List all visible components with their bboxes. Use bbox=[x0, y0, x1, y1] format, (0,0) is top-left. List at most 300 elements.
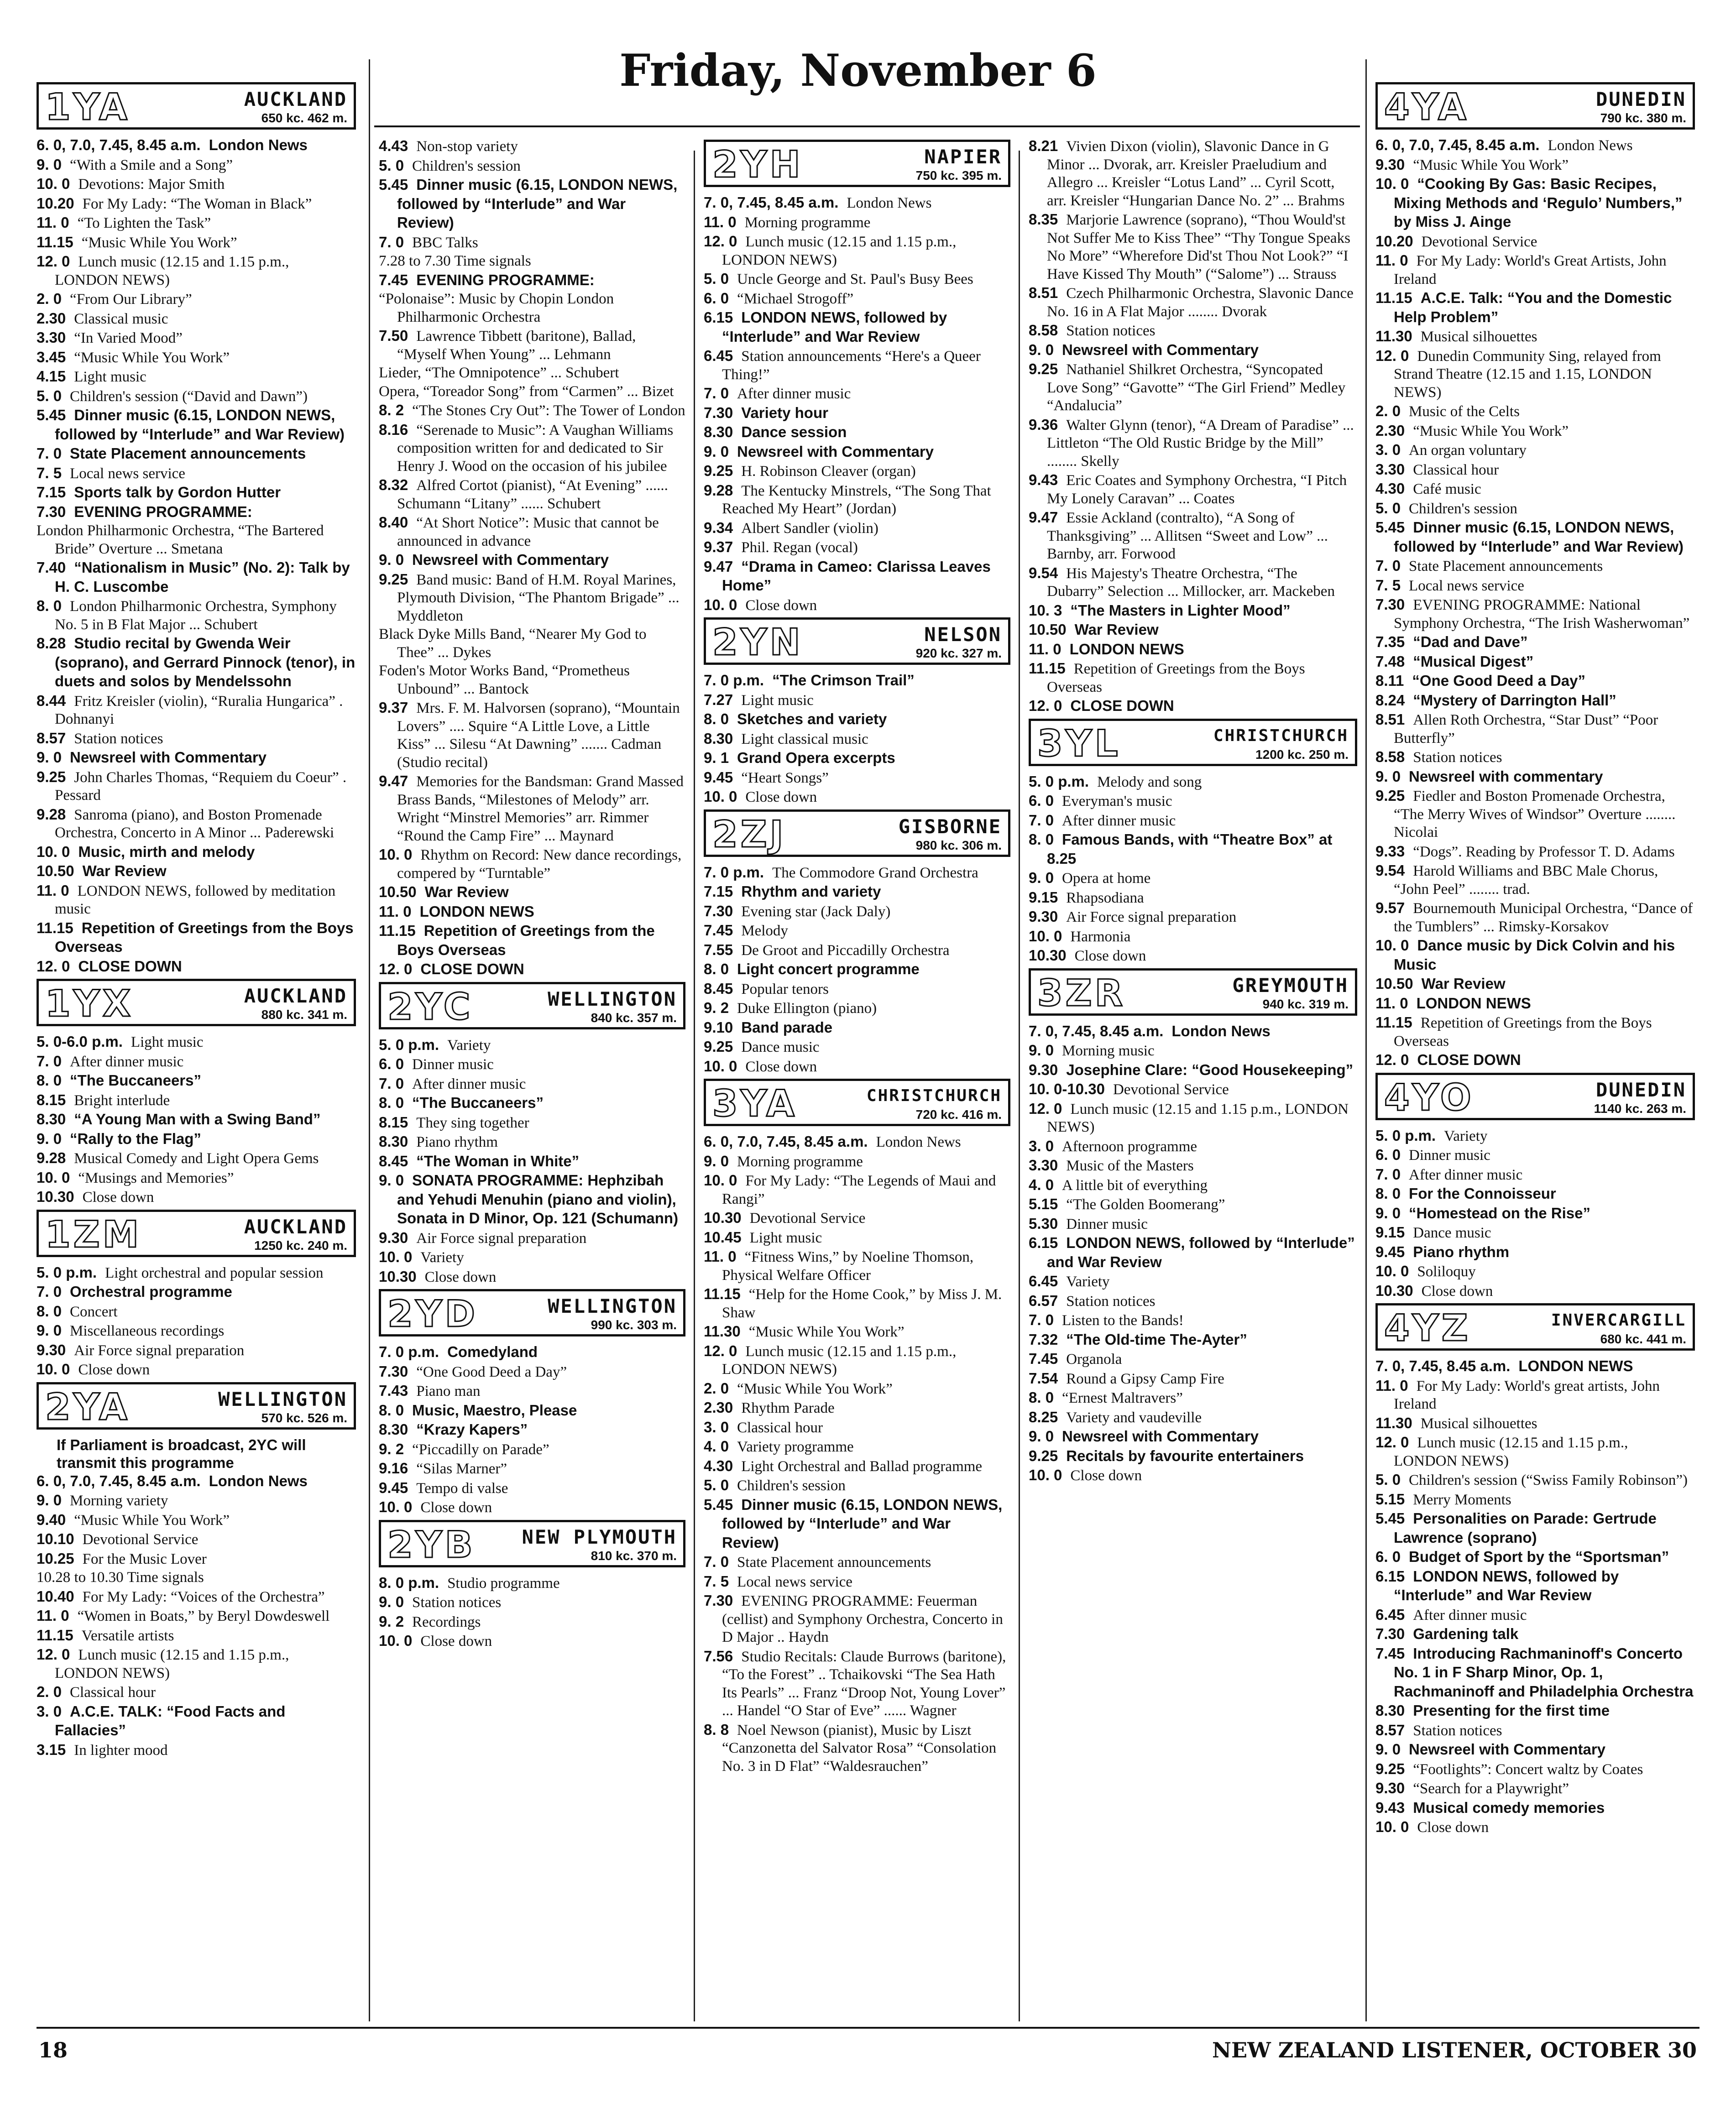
programme-time: 9.34 bbox=[704, 519, 733, 536]
programme-title: Personalities on Parade: Gertrude Lawrence (soprano) bbox=[1394, 1510, 1657, 1546]
programme-time: 8. 0 bbox=[1375, 1185, 1401, 1202]
programme-time: 8.51 bbox=[1029, 284, 1058, 301]
programme-entry bbox=[1029, 1369, 1357, 1389]
programme-title: Sanroma (piano), and Boston Promenade Orchestra, Concerto in A Minor ... Paderewski bbox=[55, 806, 335, 841]
station-header-2yd bbox=[379, 1289, 685, 1336]
programme-time: 9. 0 bbox=[37, 1322, 62, 1339]
programme-title: Organola bbox=[1066, 1351, 1122, 1368]
programme-title: War Review bbox=[424, 883, 509, 900]
programme-entry bbox=[37, 1550, 356, 1569]
programme-time: 9. 2 bbox=[704, 999, 729, 1016]
programme-time: 9.37 bbox=[704, 538, 733, 555]
programme-entry bbox=[1375, 1377, 1695, 1414]
programme-time: 4. 0 bbox=[1029, 1176, 1054, 1193]
programme-time: 2.30 bbox=[704, 1399, 733, 1416]
programme-title: “Help for the Home Cook,” by Miss J. M. Shaw bbox=[722, 1286, 1002, 1321]
programme-entry bbox=[37, 1626, 356, 1645]
programme-entry bbox=[37, 1702, 356, 1740]
programme-title: Opera, “Toreador Song” from “Carmen” ... Bizet bbox=[379, 383, 674, 400]
station-header-3yl bbox=[1029, 719, 1357, 766]
programme-title: “Homestead on the Rise” bbox=[1409, 1204, 1590, 1222]
station-call-sign: 3YA bbox=[712, 1082, 797, 1125]
programme-time: 11. 0 bbox=[1375, 1377, 1408, 1394]
station-frequency: 1250 kc. 240 m. bbox=[254, 1238, 347, 1253]
programme-entry bbox=[1029, 1272, 1357, 1291]
programme-title: Listen to the Bands! bbox=[1062, 1312, 1184, 1329]
programme-title: Dinner music (6.15, LONDON NEWS, followed by “Interlude” and War Review) bbox=[55, 407, 345, 443]
programme-title: Close down bbox=[1417, 1819, 1489, 1836]
programme-entry bbox=[379, 1133, 685, 1152]
programme-title: CLOSE DOWN bbox=[78, 957, 182, 975]
programme-entry bbox=[704, 960, 1010, 979]
programme-time: 8. 0 bbox=[704, 961, 729, 977]
programme-title: Marjorie Lawrence (soprano), “Thou Would'st Not Suffer Me to Kiss Thee” “Thy Tongue Speaks No More” “Wherefore Did'st Thou Not Look?” “I Have Kissed Thy Mouth” (“Salome”) ... Strauss bbox=[1047, 212, 1350, 282]
programme-entry bbox=[1375, 710, 1695, 747]
programme-time: 9.30 bbox=[379, 1229, 408, 1246]
programme-time: 12. 0 bbox=[704, 233, 737, 250]
programme-time: 5. 0 p.m. bbox=[37, 1263, 97, 1281]
programme-time: 3. 0 bbox=[1375, 441, 1401, 458]
programme-time: 8. 0 bbox=[1029, 831, 1054, 848]
station-frequency: 920 kc. 327 m. bbox=[915, 646, 1002, 660]
programme-entry bbox=[37, 1283, 356, 1302]
programme-title: Lunch music (12.15 and 1.15 p.m., LONDON NEWS) bbox=[722, 234, 957, 268]
station-header-2zj bbox=[704, 809, 1010, 857]
programme-time: 12. 0 bbox=[379, 961, 413, 977]
programme-title: CLOSE DOWN bbox=[1417, 1051, 1521, 1068]
programme-list bbox=[1375, 1357, 1695, 1837]
programme-entry bbox=[704, 691, 1010, 710]
programme-list bbox=[704, 863, 1010, 1076]
station-city: AUCKLAND bbox=[244, 985, 347, 1007]
programme-entry bbox=[704, 423, 1010, 442]
programme-title: Piano rhythm bbox=[1413, 1243, 1510, 1260]
programme-title: Noel Newson (pianist), Music by Liszt “Canzonetta del Salvator Rosa” “Consolation No. 3 in D Flat” “Waldesrauchen” bbox=[722, 1722, 997, 1775]
station-city: DUNEDIN bbox=[1595, 1078, 1686, 1101]
programme-entry bbox=[1375, 1799, 1695, 1818]
programme-time: 7.30 bbox=[1375, 1625, 1405, 1642]
programme-time: 8. 0 bbox=[37, 1302, 62, 1320]
programme-title: “Dad and Dave” bbox=[1413, 633, 1528, 650]
station-frequency: 650 kc. 462 m. bbox=[261, 111, 347, 125]
programme-time: 10. 0 bbox=[379, 1498, 413, 1515]
programme-entry bbox=[379, 1343, 685, 1362]
programme-title: Station notices bbox=[74, 730, 163, 747]
programme-entry bbox=[1375, 347, 1695, 402]
programme-entry bbox=[1029, 1100, 1357, 1137]
programme-title: Newsreel with commentary bbox=[1409, 767, 1603, 785]
programme-title: London News bbox=[847, 195, 932, 211]
programme-title: Lawrence Tibbett (baritone), Ballad, “Myself When Young” ... Lehmann bbox=[397, 328, 636, 363]
station-frequency: 680 kc. 441 m. bbox=[1600, 1332, 1686, 1346]
programme-entry bbox=[1375, 1509, 1695, 1547]
station-header-4yo bbox=[1375, 1073, 1695, 1120]
programme-entry bbox=[37, 329, 356, 348]
programme-time: 5. 0 bbox=[704, 1477, 729, 1493]
programme-entry bbox=[379, 1382, 685, 1401]
programme-time: 7.45 bbox=[1375, 1644, 1405, 1662]
listener-page bbox=[37, 32, 1699, 2076]
programme-entry bbox=[1029, 1041, 1357, 1060]
programme-title: Children's session (“Swiss Family Robinson”) bbox=[1409, 1472, 1688, 1488]
programme-title: EVENING PROGRAMME: Feuerman (cellist) and Symphony Orchestra, Concerto in D Major .. Haydn bbox=[722, 1593, 1003, 1645]
programme-entry bbox=[1375, 975, 1695, 994]
programme-time: 10.30 bbox=[1029, 947, 1067, 964]
programme-entry bbox=[379, 1479, 685, 1498]
programme-entry bbox=[379, 1632, 685, 1651]
programme-time: 10. 0 bbox=[704, 1057, 737, 1075]
programme-entry bbox=[37, 367, 356, 386]
programme-title: “The Crimson Trail” bbox=[772, 672, 915, 689]
programme-title: Newsreel with Commentary bbox=[70, 749, 267, 766]
programme-entry bbox=[1375, 1567, 1695, 1605]
programme-time: 10. 0 bbox=[1029, 1467, 1062, 1483]
programme-time: 9.30 bbox=[37, 1341, 66, 1358]
programme-time: 6.45 bbox=[1029, 1273, 1058, 1289]
programme-time: 9.25 bbox=[704, 1038, 733, 1055]
programme-entry bbox=[1029, 601, 1357, 621]
programme-title: For the Music Lover bbox=[82, 1550, 207, 1567]
programme-entry bbox=[1029, 1466, 1357, 1485]
programme-entry bbox=[379, 883, 685, 902]
programme-title: “Polonaise”: Music by Chopin London Philharmonic Orchestra bbox=[379, 291, 614, 325]
programme-entry bbox=[379, 960, 685, 979]
programme-time: 4.30 bbox=[704, 1457, 733, 1474]
programme-entry bbox=[379, 290, 685, 326]
programme-title: Repetition of Greetings from the Boys Overseas bbox=[1394, 1015, 1652, 1049]
programme-entry bbox=[704, 193, 1010, 213]
programme-title: Bright interlude bbox=[74, 1092, 170, 1109]
programme-time: 8.45 bbox=[379, 1152, 408, 1169]
programme-title: Studio recital by Gwenda Weir (soprano), and Gerrard Pinnock (tenor), in duets and solos by Mendelssohn bbox=[55, 635, 356, 689]
programme-entry bbox=[37, 387, 356, 406]
programme-entry bbox=[1029, 869, 1357, 888]
programme-time: 8.28 bbox=[37, 635, 66, 652]
programme-entry bbox=[1375, 441, 1695, 460]
programme-time: 9. 2 bbox=[379, 1440, 404, 1457]
programme-title: In lighter mood bbox=[74, 1742, 168, 1759]
programme-time: 11. 0 bbox=[704, 213, 737, 230]
programme-time: 11. 0 bbox=[1029, 640, 1061, 658]
programme-time: 11. 0 bbox=[37, 214, 69, 231]
programme-time: 9.15 bbox=[1029, 888, 1058, 906]
programme-title: Station notices bbox=[1066, 323, 1156, 339]
programme-list bbox=[1375, 136, 1695, 1070]
station-city: INVERCARGILL bbox=[1551, 1311, 1686, 1330]
programme-title: CLOSE DOWN bbox=[420, 961, 524, 977]
programme-entry bbox=[704, 1209, 1010, 1228]
programme-title: Vivien Dixon (violin), Slavonic Dance in G Minor ... Dvorak, arr. Kreisler Praeludium and Allegro ... Kreisler “Lotus Land” ... Cyril Scott, arr. Kreisler “Hungarian Dance No. 2” ... Brahms bbox=[1047, 138, 1345, 209]
programme-entry bbox=[704, 1418, 1010, 1437]
station-frequency: 570 kc. 526 m. bbox=[261, 1410, 347, 1425]
programme-entry bbox=[37, 768, 356, 805]
programme-time: 11.30 bbox=[1375, 1414, 1412, 1431]
programme-title: The Kentucky Minstrels, “The Song That Reached My Heart” (Jordan) bbox=[722, 482, 991, 517]
programme-time: 9. 0 bbox=[1029, 869, 1054, 886]
programme-entry bbox=[1375, 402, 1695, 421]
programme-time: 5. 0 p.m. bbox=[379, 1036, 439, 1053]
programme-title: War Review bbox=[1074, 621, 1159, 638]
programme-entry bbox=[704, 1018, 1010, 1038]
programme-title: Lieder, “The Omnipotence” ... Schubert bbox=[379, 365, 619, 381]
station-city: CHRISTCHURCH bbox=[1213, 726, 1349, 745]
programme-time: 7.50 bbox=[379, 327, 408, 344]
programme-title: After dinner music bbox=[1062, 812, 1176, 829]
programme-time: 12. 0 bbox=[1029, 697, 1062, 714]
programme-title: London News bbox=[1171, 1022, 1271, 1039]
programme-time: 7.40 bbox=[37, 559, 66, 576]
programme-entry bbox=[37, 136, 356, 155]
programme-time: 10.10 bbox=[37, 1530, 74, 1547]
programme-title: Bournemouth Municipal Orchestra, “Dance of the Tumblers” ... Rimsky-Korsakov bbox=[1394, 900, 1693, 935]
programme-time: 5.15 bbox=[1029, 1195, 1058, 1212]
programme-entry bbox=[379, 1152, 685, 1171]
programme-entry bbox=[704, 289, 1010, 308]
programme-entry bbox=[1375, 1818, 1695, 1837]
programme-title: A.C.E. Talk: “You and the Domestic Help Problem” bbox=[1394, 289, 1672, 325]
programme-title: For the Connoisseur bbox=[1409, 1185, 1556, 1202]
programme-time: 7. 5 bbox=[1375, 576, 1401, 594]
programme-entry bbox=[704, 596, 1010, 615]
programme-entry bbox=[1375, 1414, 1695, 1433]
programme-entry bbox=[379, 513, 685, 550]
programme-time: 9.30 bbox=[1029, 908, 1058, 925]
programme-title: For My Lady: World's Great Artists, John Ireland bbox=[1394, 253, 1667, 287]
programme-title: Rhythm Parade bbox=[741, 1400, 835, 1416]
station-call-sign: 4YZ bbox=[1384, 1307, 1471, 1349]
programme-title: Lunch music (12.15 and 1.15 p.m., LONDON NEWS) bbox=[55, 1647, 289, 1681]
programme-time: 11.30 bbox=[704, 1323, 741, 1340]
programme-entry bbox=[37, 252, 356, 289]
programme-time: 9. 0 bbox=[379, 1172, 404, 1189]
programme-entry bbox=[37, 214, 356, 233]
programme-entry bbox=[37, 882, 356, 919]
programme-entry bbox=[379, 1248, 685, 1267]
programme-title: “Fitness Wins,” by Noeline Thomson, Physical Welfare Officer bbox=[722, 1249, 974, 1284]
programme-title: “Ernest Maltravers” bbox=[1062, 1390, 1183, 1406]
programme-entry bbox=[1375, 1243, 1695, 1262]
programme-list bbox=[704, 1133, 1010, 1775]
programme-entry bbox=[37, 1071, 356, 1091]
programme-title: “Rally to the Flag” bbox=[70, 1130, 201, 1147]
programme-entry bbox=[1375, 1185, 1695, 1204]
programme-title: Repetition of Greetings from the Boys Overseas bbox=[397, 922, 655, 958]
programme-entry bbox=[704, 308, 1010, 346]
programme-title: Devotional Service bbox=[1421, 233, 1537, 250]
column-4 bbox=[1029, 137, 1357, 1486]
programme-list bbox=[704, 193, 1010, 615]
programme-time: 10.50 bbox=[37, 862, 74, 879]
programme-time: 10.20 bbox=[1375, 232, 1413, 250]
programme-title: Light concert programme bbox=[737, 961, 920, 977]
programme-title: Dinner music bbox=[412, 1056, 494, 1073]
programme-entry bbox=[37, 1491, 356, 1510]
station-frequency: 880 kc. 341 m. bbox=[261, 1008, 347, 1022]
programme-list bbox=[704, 671, 1010, 807]
programme-entry bbox=[1375, 1644, 1695, 1702]
programme-entry bbox=[379, 476, 685, 513]
programme-time: 9.16 bbox=[379, 1460, 408, 1477]
programme-time: 12. 0 bbox=[37, 957, 70, 975]
programme-entry bbox=[37, 1683, 356, 1702]
title-rule bbox=[374, 125, 1360, 127]
programme-title: “Drama in Cameo: Clarissa Leaves Home” bbox=[722, 558, 991, 594]
programme-title: “In Varied Mood” bbox=[74, 330, 183, 346]
programme-time: 6.15 bbox=[1375, 1567, 1405, 1585]
programme-entry bbox=[1375, 1760, 1695, 1779]
programme-entry bbox=[704, 1228, 1010, 1248]
station-call-sign: 2YA bbox=[45, 1385, 130, 1428]
programme-title: Newsreel with Commentary bbox=[1409, 1741, 1606, 1758]
programme-entry bbox=[37, 406, 356, 444]
programme-title: “The Masters in Lighter Mood” bbox=[1070, 601, 1291, 619]
programme-title: “Music While You Work” bbox=[748, 1324, 905, 1340]
programme-entry bbox=[704, 1038, 1010, 1057]
programme-time: 9.57 bbox=[1375, 899, 1405, 916]
programme-title: Lunch music (12.15 and 1.15 p.m., LONDON NEWS) bbox=[55, 254, 289, 288]
programme-time: 7. 0 bbox=[1029, 1311, 1054, 1328]
programme-entry bbox=[37, 1341, 356, 1360]
programme-time: 5. 0 bbox=[37, 387, 62, 404]
programme-title: Morning programme bbox=[744, 214, 871, 231]
station-header-1yx bbox=[37, 979, 356, 1026]
programme-entry bbox=[1375, 1702, 1695, 1721]
programme-time: 9. 0 bbox=[379, 1593, 404, 1610]
programme-title: Merry Moments bbox=[1413, 1491, 1511, 1508]
programme-time: 10.50 bbox=[1375, 975, 1413, 992]
programme-title: “Heart Songs” bbox=[741, 769, 829, 786]
programme-time: 9.28 bbox=[37, 805, 66, 823]
programme-time: 8.30 bbox=[379, 1421, 408, 1438]
programme-title: Orchestral programme bbox=[70, 1283, 232, 1300]
programme-entry bbox=[704, 347, 1010, 384]
programme-time: 9. 0 bbox=[37, 1130, 62, 1147]
programme-time: 8. 2 bbox=[379, 402, 404, 418]
station-city: GREYMOUTH bbox=[1232, 974, 1349, 997]
programme-title: Close down bbox=[420, 1499, 492, 1516]
programme-entry bbox=[704, 1647, 1010, 1720]
page-number: 18 bbox=[38, 2038, 68, 2062]
programme-entry bbox=[704, 1496, 1010, 1553]
programme-time: 11. 0 bbox=[37, 1607, 69, 1624]
programme-entry bbox=[1029, 830, 1357, 868]
programme-title: Albert Sandler (violin) bbox=[741, 520, 878, 537]
programme-time: 9. 0 bbox=[1029, 1428, 1054, 1445]
programme-entry bbox=[1029, 1234, 1357, 1272]
programme-entry bbox=[1375, 156, 1695, 175]
programme-title: Harmonia bbox=[1070, 928, 1131, 945]
programme-title: “At Short Notice”: Music that cannot be announced in advance bbox=[397, 515, 659, 549]
programme-time: 8.30 bbox=[379, 1133, 408, 1150]
programme-title: Walter Glynn (tenor), “A Dream of Paradise” ... Littleton “The Old Rustic Bridge by the Mill” ........ Skelly bbox=[1047, 417, 1354, 470]
programme-entry bbox=[1029, 908, 1357, 927]
programme-title: LONDON NEWS bbox=[419, 903, 534, 920]
programme-time: 10. 0 bbox=[37, 1169, 70, 1186]
programme-list bbox=[37, 1263, 356, 1379]
programme-entry bbox=[1375, 1223, 1695, 1242]
programme-time: 3.15 bbox=[37, 1741, 66, 1758]
station-frequency: 1200 kc. 250 m. bbox=[1255, 747, 1349, 762]
programme-entry bbox=[1375, 289, 1695, 327]
programme-time: 7. 0, 7.45, 8.45 a.m. bbox=[1029, 1022, 1164, 1039]
programme-title: Piano rhythm bbox=[416, 1134, 498, 1150]
programme-list bbox=[1375, 1127, 1695, 1301]
station-call-sign: 4YA bbox=[1384, 86, 1469, 128]
programme-time: 10. 3 bbox=[1029, 601, 1062, 619]
programme-time: 10.30 bbox=[379, 1268, 417, 1285]
programme-time: 9.40 bbox=[37, 1511, 66, 1528]
programme-time: 7. 0 p.m. bbox=[379, 1343, 439, 1360]
programme-list bbox=[379, 1036, 685, 1287]
programme-time: 8. 0 bbox=[37, 597, 62, 614]
programme-list bbox=[37, 136, 356, 976]
programme-title: Variety and vaudeville bbox=[1066, 1409, 1202, 1426]
programme-time: 8.30 bbox=[1375, 1702, 1405, 1719]
programme-title: Band music: Band of H.M. Royal Marines, Plymouth Division, “The Phantom Brigade” ... Myddleton bbox=[397, 571, 680, 624]
programme-title: Music of the Masters bbox=[1066, 1158, 1194, 1174]
programme-entry bbox=[1029, 1408, 1357, 1427]
programme-entry bbox=[1375, 1262, 1695, 1281]
programme-entry bbox=[37, 522, 356, 558]
programme-entry bbox=[704, 1133, 1010, 1152]
programme-entry bbox=[37, 1263, 356, 1283]
station-frequency: 720 kc. 416 m. bbox=[915, 1107, 1002, 1122]
programme-title: For My Lady: World's great artists, John Ireland bbox=[1394, 1378, 1660, 1412]
programme-title: Dance session bbox=[741, 423, 847, 440]
programme-time: 10. 0 bbox=[379, 1248, 413, 1265]
programme-time: 2. 0 bbox=[704, 1379, 729, 1397]
programme-time: 9. 0 bbox=[1375, 1741, 1401, 1758]
programme-entry bbox=[379, 551, 685, 570]
programme-entry bbox=[1375, 1204, 1695, 1223]
station-call-sign: 2YN bbox=[712, 621, 803, 663]
programme-title: London Philharmonic Orchestra, “The Bartered Bride” Overture ... Smetana bbox=[37, 522, 324, 557]
programme-time: 10. 0 bbox=[37, 843, 70, 860]
programme-time: 9.25 bbox=[1375, 1760, 1405, 1777]
bottom-rule bbox=[37, 2027, 1699, 2029]
programme-title: Studio programme bbox=[447, 1575, 560, 1592]
programme-entry bbox=[37, 156, 356, 175]
programme-time: 8. 0 bbox=[1029, 1389, 1054, 1406]
programme-title: 7.28 to 7.30 Time signals bbox=[379, 253, 531, 269]
programme-entry bbox=[37, 464, 356, 483]
programme-time: 8.30 bbox=[37, 1111, 66, 1128]
programme-list bbox=[37, 1472, 356, 1760]
programme-entry bbox=[1029, 1156, 1357, 1175]
programme-title: Fiedler and Boston Promenade Orchestra, “The Merry Wives of Windsor” Overture ........ Nicolai bbox=[1394, 788, 1676, 840]
programme-time: 9.28 bbox=[704, 481, 733, 499]
programme-time: 7.30 bbox=[37, 503, 66, 520]
programme-time: 10.45 bbox=[704, 1228, 742, 1246]
programme-time: 7. 0 bbox=[1029, 811, 1054, 829]
station-header-2ya bbox=[37, 1382, 356, 1430]
programme-title: EVENING PROGRAMME: bbox=[74, 503, 252, 520]
programme-time: 6. 0, 7.0, 7.45, 8.45 a.m. bbox=[704, 1133, 868, 1150]
programme-entry bbox=[37, 175, 356, 194]
programme-time: 4.43 bbox=[379, 137, 408, 154]
programme-entry bbox=[379, 1055, 685, 1074]
programme-entry bbox=[37, 748, 356, 767]
programme-time: 10.30 bbox=[704, 1209, 742, 1226]
station-header-4yz bbox=[1375, 1303, 1695, 1351]
programme-title: Miscellaneous recordings bbox=[70, 1323, 225, 1339]
programme-entry bbox=[1029, 360, 1357, 415]
programme-title: “Cooking By Gas: Basic Recipes, Mixing Methods and ‘Regulo’ Numbers,” by Miss J. Ainge bbox=[1394, 175, 1683, 230]
programme-title: Close down bbox=[1074, 948, 1146, 964]
programme-entry bbox=[704, 1457, 1010, 1476]
programme-time: 9.37 bbox=[379, 699, 408, 716]
programme-time: 11.15 bbox=[704, 1285, 741, 1302]
